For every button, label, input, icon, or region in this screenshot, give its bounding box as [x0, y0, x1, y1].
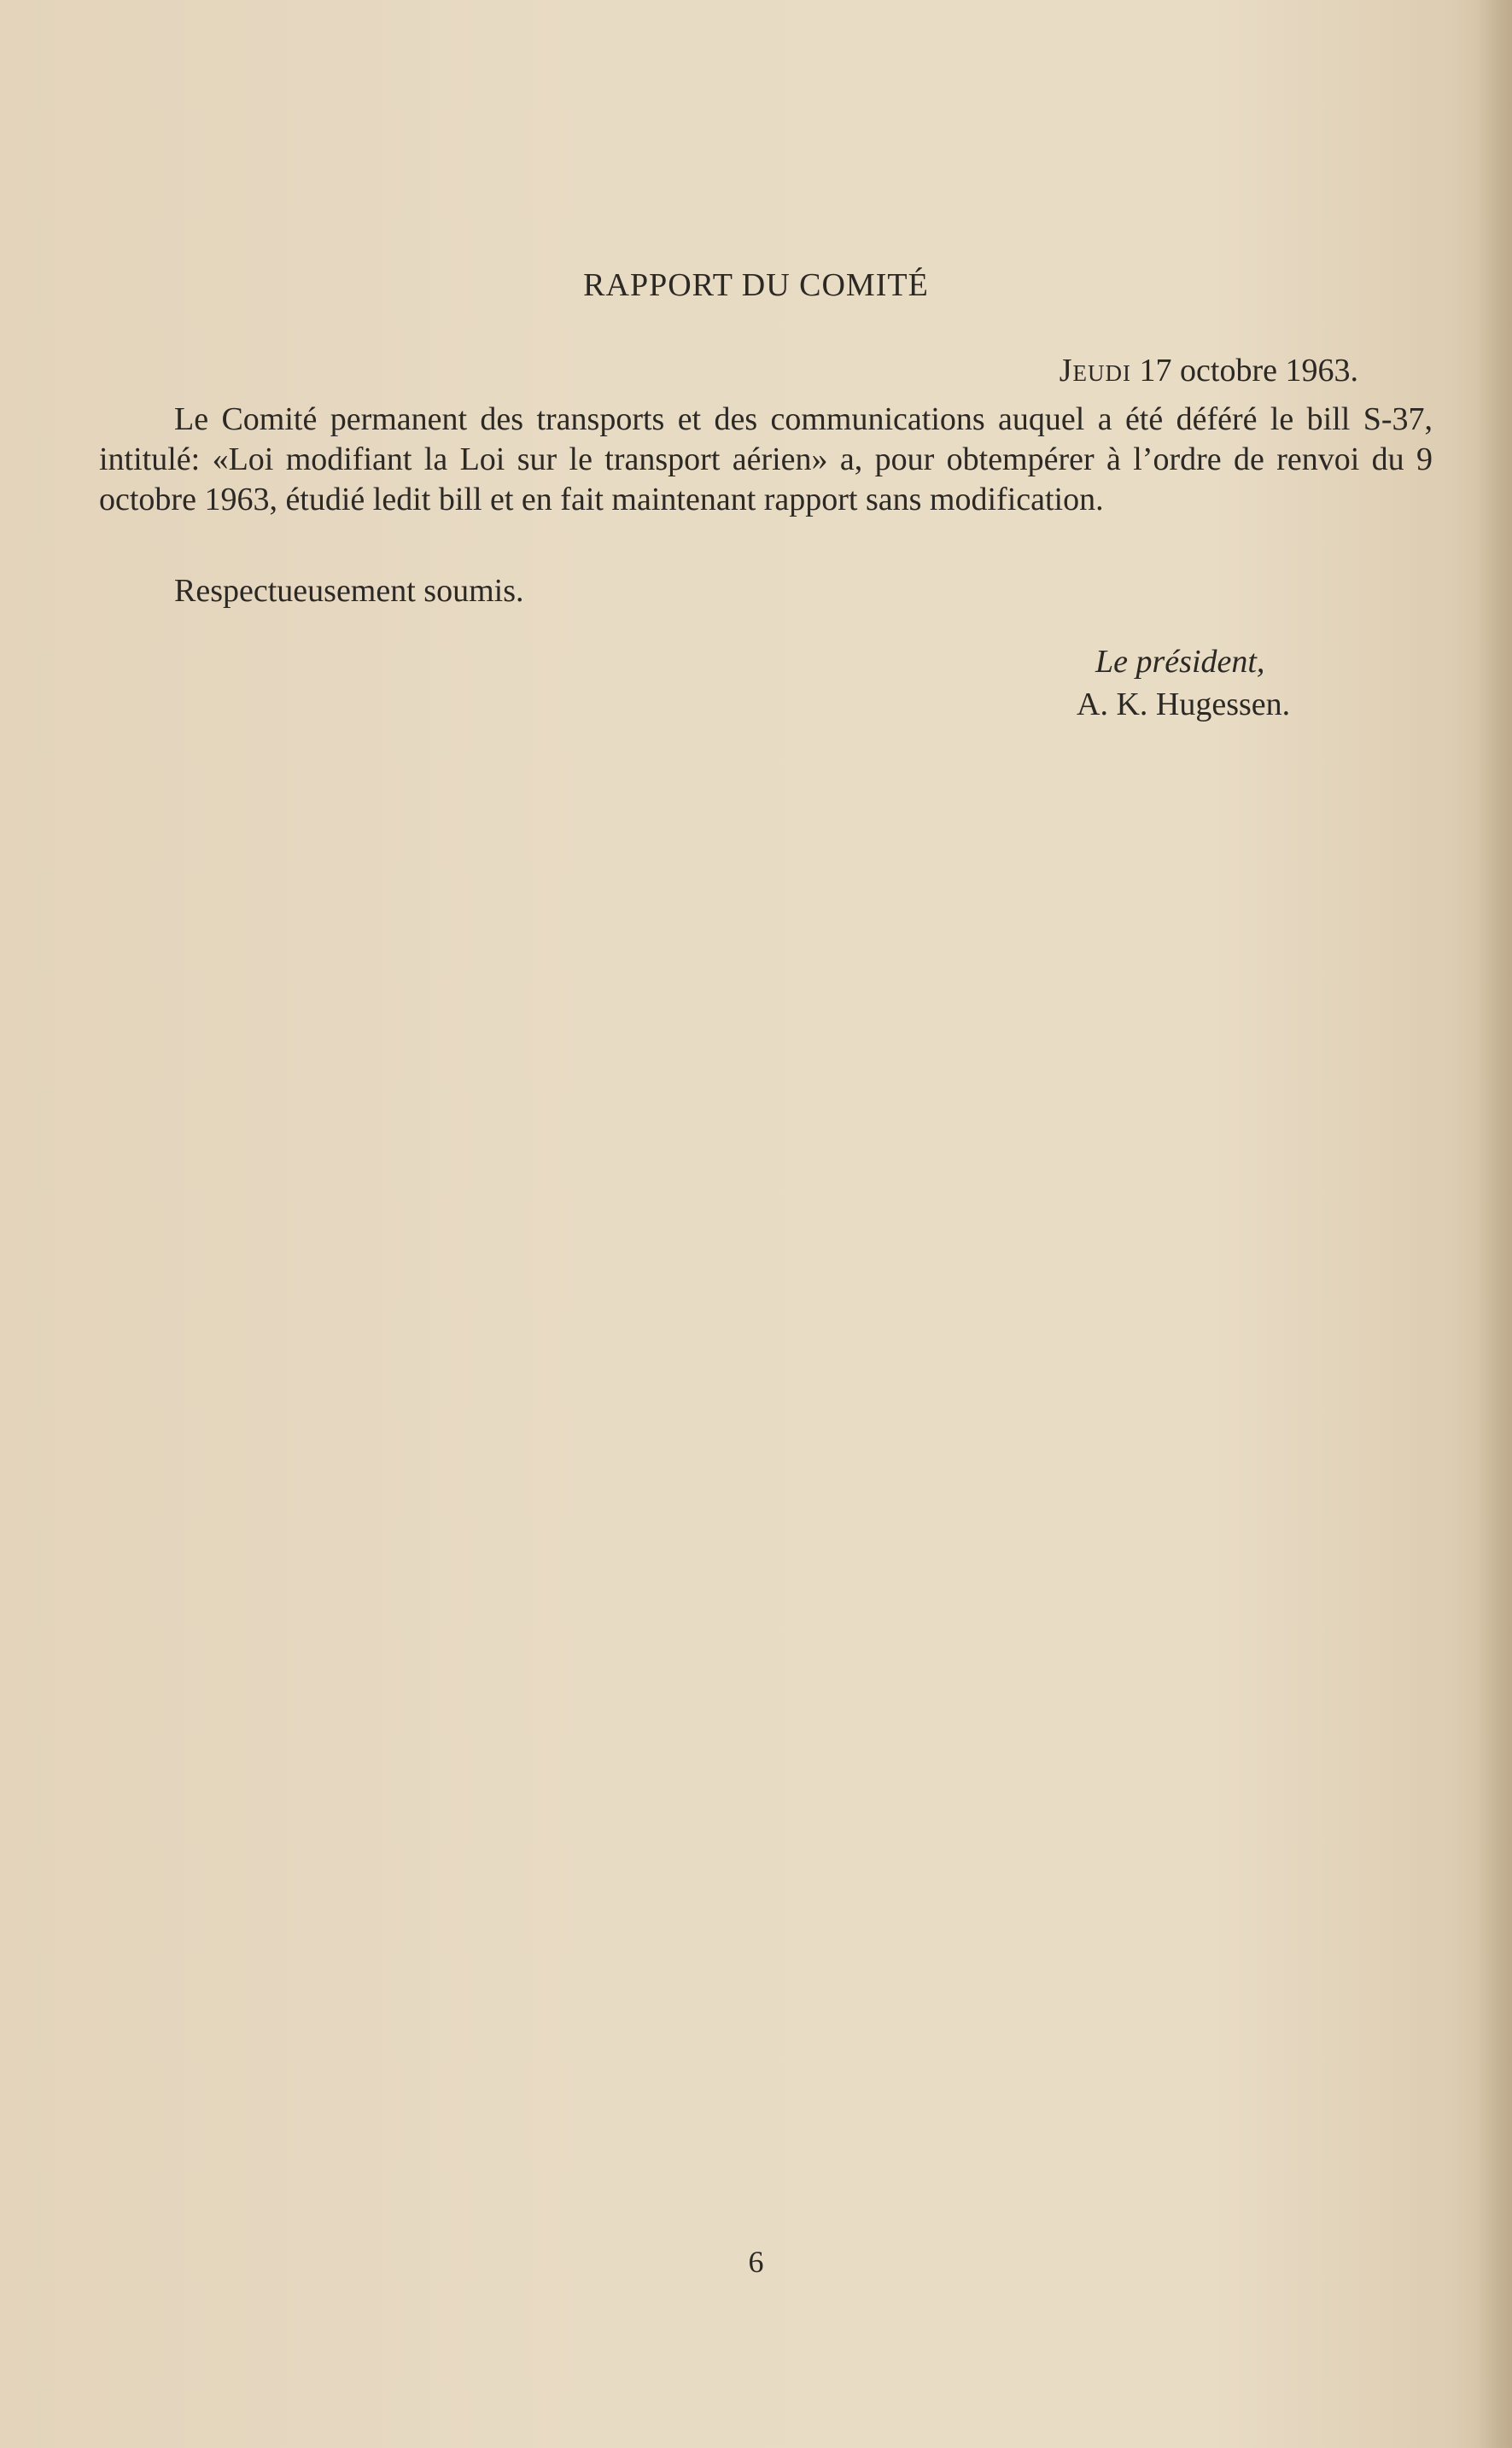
report-date-weekday: Jeudi — [1059, 353, 1132, 389]
page-edge-shadow — [1478, 0, 1512, 2448]
page-number: 6 — [748, 2245, 764, 2279]
report-date — [1060, 352, 1358, 389]
report-closing: Respectueusement soumis. — [174, 573, 524, 609]
signature-name: A. K. Hugessen. — [1077, 686, 1291, 722]
report-title: RAPPORT DU COMITÉ — [583, 267, 929, 303]
report-body: Le Comité permanent des transports et des communications auquel a été déféré le bill S-37, intitulé: «Loi modifiant la Loi sur le transport aérien» a, pour obtempérer à l’ordre de renvoi du 9 octobre 1963, étudié ledit bill et en fait maintenant rapport sans modification. — [99, 401, 1433, 517]
signature-block — [1077, 640, 1358, 726]
report-date-rest: 17 octobre 1963. — [1131, 353, 1358, 389]
signature-role: Le président, — [1095, 644, 1265, 680]
